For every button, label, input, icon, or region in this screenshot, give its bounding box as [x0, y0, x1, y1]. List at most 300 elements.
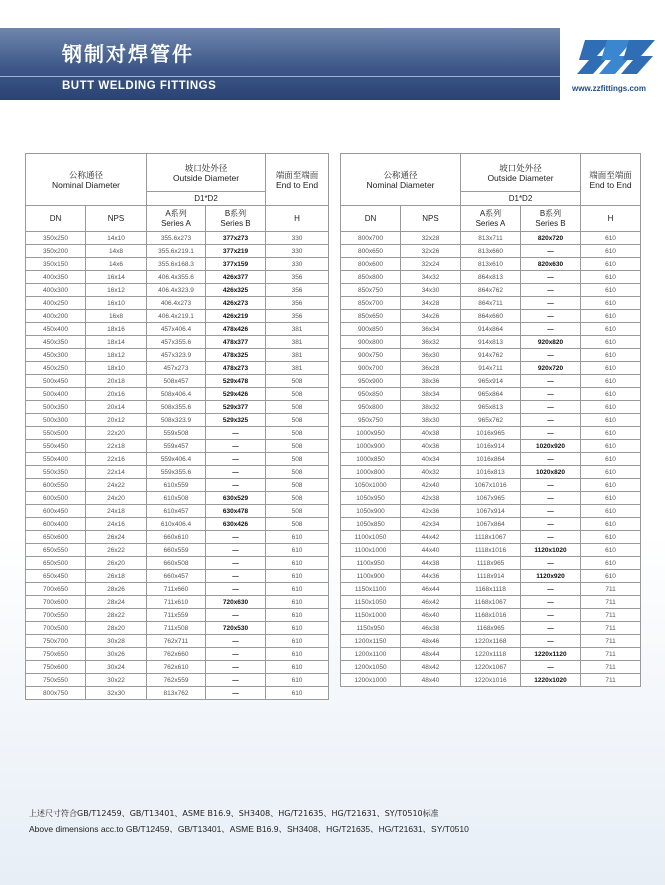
series-b-cell: — [521, 349, 581, 362]
series-a-cell: 1118x965 [461, 557, 521, 570]
series-b-cell: — [206, 466, 266, 479]
series-b-cell: — [206, 583, 266, 596]
h-cell: 610 [581, 544, 641, 557]
nps-cell: 18x14 [86, 336, 147, 349]
series-a-cell: 864x762 [461, 284, 521, 297]
table-row [26, 674, 329, 687]
series-b-cell: — [206, 544, 266, 557]
dn-cell: 1000x950 [341, 427, 401, 440]
series-a-cell: 1220x1168 [461, 635, 521, 648]
table-row [341, 349, 641, 362]
series-b-cell: 478x377 [206, 336, 266, 349]
table-row [26, 284, 329, 297]
series-a-cell: 559x355.6 [147, 466, 206, 479]
dn-cell: 950x900 [341, 375, 401, 388]
series-a-header: A系列 Series A [461, 206, 521, 232]
h-cell: 508 [266, 492, 329, 505]
nps-cell: 34x32 [401, 271, 461, 284]
d1d2-header: D1*D2 [147, 192, 266, 206]
h-cell: 508 [266, 388, 329, 401]
series-b-cell: — [206, 648, 266, 661]
table-row [341, 414, 641, 427]
dn-cell: 500x350 [26, 401, 86, 414]
series-a-cell: 559x457 [147, 440, 206, 453]
series-b-cell: — [206, 570, 266, 583]
series-a-cell: 406.4x219.1 [147, 310, 206, 323]
nps-cell: 38x32 [401, 401, 461, 414]
dn-cell: 1100x900 [341, 570, 401, 583]
nps-cell: 40x38 [401, 427, 461, 440]
nps-header: NPS [401, 206, 461, 232]
d1d2-header: D1*D2 [461, 192, 581, 206]
h-cell: 610 [266, 687, 329, 700]
series-a-cell: 1016x965 [461, 427, 521, 440]
h-cell: 610 [581, 284, 641, 297]
h-cell: 610 [266, 622, 329, 635]
series-a-cell: 965x813 [461, 401, 521, 414]
nominal-diameter-header: 公称通径 Nominal Diameter [26, 154, 147, 206]
table-row [341, 453, 641, 466]
series-a-cell: 660x508 [147, 557, 206, 570]
h-cell: 508 [266, 440, 329, 453]
series-a-cell: 762x610 [147, 661, 206, 674]
series-a-cell: 508x406.4 [147, 388, 206, 401]
series-b-cell: — [521, 414, 581, 427]
h-cell: 610 [266, 583, 329, 596]
h-cell: 610 [581, 492, 641, 505]
dn-cell: 550x350 [26, 466, 86, 479]
nps-cell: 32x30 [86, 687, 147, 700]
table-row [341, 297, 641, 310]
series-b-cell: — [521, 323, 581, 336]
h-header: H [581, 206, 641, 232]
series-a-cell: 1016x864 [461, 453, 521, 466]
dn-cell: 1050x1000 [341, 479, 401, 492]
table-row [26, 570, 329, 583]
series-b-cell: — [521, 388, 581, 401]
series-a-cell: 813x711 [461, 232, 521, 245]
dn-cell: 750x650 [26, 648, 86, 661]
table-row [341, 674, 641, 687]
series-a-cell: 610x559 [147, 479, 206, 492]
series-b-cell: — [521, 401, 581, 414]
nps-cell: 34x28 [401, 297, 461, 310]
table-row [26, 609, 329, 622]
series-a-cell: 762x660 [147, 648, 206, 661]
nps-cell: 32x26 [401, 245, 461, 258]
h-cell: 610 [581, 531, 641, 544]
series-b-cell: 1120x1020 [521, 544, 581, 557]
nps-cell: 40x34 [401, 453, 461, 466]
series-a-cell: 965x864 [461, 388, 521, 401]
logo-url: www.zzfittings.com [572, 84, 646, 93]
table-row [341, 596, 641, 609]
table-row [341, 479, 641, 492]
h-cell: 610 [266, 531, 329, 544]
series-b-cell: — [206, 440, 266, 453]
h-cell: 610 [581, 362, 641, 375]
dn-cell: 1100x1000 [341, 544, 401, 557]
nps-cell: 30x24 [86, 661, 147, 674]
h-cell: 610 [581, 427, 641, 440]
h-cell: 610 [581, 258, 641, 271]
nps-cell: 42x36 [401, 505, 461, 518]
nps-cell: 24x20 [86, 492, 147, 505]
series-b-cell: 478x325 [206, 349, 266, 362]
nps-cell: 44x36 [401, 570, 461, 583]
series-b-cell: 529x377 [206, 401, 266, 414]
dn-cell: 700x550 [26, 609, 86, 622]
series-a-cell: 559x406.4 [147, 453, 206, 466]
nps-cell: 44x38 [401, 557, 461, 570]
table-row [26, 479, 329, 492]
series-a-cell: 1118x914 [461, 570, 521, 583]
h-cell: 508 [266, 505, 329, 518]
h-cell: 610 [581, 440, 641, 453]
nps-cell: 46x44 [401, 583, 461, 596]
h-cell: 330 [266, 258, 329, 271]
h-cell: 711 [581, 635, 641, 648]
table-row [341, 362, 641, 375]
outside-diameter-header: 坡口处外径 Outside Diameter [147, 154, 266, 192]
series-a-cell: 1067x1016 [461, 479, 521, 492]
series-b-cell: — [521, 596, 581, 609]
nps-cell: 36x32 [401, 336, 461, 349]
dn-cell: 800x600 [341, 258, 401, 271]
table-row [26, 440, 329, 453]
series-a-cell: 864x813 [461, 271, 521, 284]
series-b-cell: 630x426 [206, 518, 266, 531]
series-a-cell: 457x323.9 [147, 349, 206, 362]
series-a-cell: 406.4x273 [147, 297, 206, 310]
dn-cell: 1000x800 [341, 466, 401, 479]
nps-cell: 28x22 [86, 609, 147, 622]
h-cell: 610 [581, 297, 641, 310]
table-row [26, 492, 329, 505]
series-a-cell: 1067x914 [461, 505, 521, 518]
dn-cell: 350x200 [26, 245, 86, 258]
dn-cell: 1150x1050 [341, 596, 401, 609]
dn-cell: 800x650 [341, 245, 401, 258]
series-b-cell: 478x426 [206, 323, 266, 336]
table-row [341, 440, 641, 453]
nps-cell: 40x32 [401, 466, 461, 479]
series-b-cell: — [521, 518, 581, 531]
table-row [26, 635, 329, 648]
h-cell: 610 [581, 349, 641, 362]
series-a-cell: 864x711 [461, 297, 521, 310]
table-row [341, 635, 641, 648]
page-title-cn: 钢制对焊管件 [62, 42, 194, 66]
standards-note-en: Above dimensions acc.to GB/T12459、GB/T13401、ASME B16.9、SH3408、HG/T21635、HG/T21631、SY/T0510 [29, 824, 469, 834]
dn-cell: 350x150 [26, 258, 86, 271]
series-a-cell: 762x711 [147, 635, 206, 648]
series-b-cell: — [206, 557, 266, 570]
nps-cell: 48x46 [401, 635, 461, 648]
h-cell: 610 [581, 570, 641, 583]
series-a-cell: 813x660 [461, 245, 521, 258]
dn-cell: 650x500 [26, 557, 86, 570]
series-b-cell: — [521, 271, 581, 284]
table-row [26, 297, 329, 310]
h-cell: 610 [581, 323, 641, 336]
nps-cell: 48x44 [401, 648, 461, 661]
series-b-cell: — [521, 427, 581, 440]
nps-cell: 30x28 [86, 635, 147, 648]
nps-cell: 38x30 [401, 414, 461, 427]
dn-cell: 500x300 [26, 414, 86, 427]
nps-cell: 22x18 [86, 440, 147, 453]
left-table-body [26, 232, 329, 700]
h-cell: 610 [581, 505, 641, 518]
table-row [341, 466, 641, 479]
table-row [341, 245, 641, 258]
h-cell: 711 [581, 596, 641, 609]
dn-cell: 450x400 [26, 323, 86, 336]
table-row [341, 557, 641, 570]
table-row [26, 271, 329, 284]
table-row [341, 583, 641, 596]
nps-cell: 26x24 [86, 531, 147, 544]
series-a-cell: 711x660 [147, 583, 206, 596]
series-a-cell: 965x914 [461, 375, 521, 388]
series-b-cell: — [521, 557, 581, 570]
table-row [341, 427, 641, 440]
dn-cell: 1000x900 [341, 440, 401, 453]
series-b-cell: 529x325 [206, 414, 266, 427]
series-b-cell: 820x720 [521, 232, 581, 245]
series-b-cell: 426x377 [206, 271, 266, 284]
series-a-cell: 1067x864 [461, 518, 521, 531]
nps-cell: 42x40 [401, 479, 461, 492]
table-row [26, 336, 329, 349]
table-row [341, 622, 641, 635]
nps-cell: 36x34 [401, 323, 461, 336]
table-row [26, 648, 329, 661]
series-a-cell: 914x711 [461, 362, 521, 375]
nps-cell: 18x10 [86, 362, 147, 375]
table-row [341, 271, 641, 284]
h-cell: 508 [266, 479, 329, 492]
series-a-cell: 457x273 [147, 362, 206, 375]
series-a-cell: 864x660 [461, 310, 521, 323]
table-row [26, 544, 329, 557]
series-b-cell: 529x478 [206, 375, 266, 388]
nps-cell: 32x28 [401, 232, 461, 245]
series-b-cell: 1220x1020 [521, 674, 581, 687]
series-a-cell: 762x559 [147, 674, 206, 687]
h-cell: 508 [266, 518, 329, 531]
dn-cell: 500x450 [26, 375, 86, 388]
nps-cell: 22x16 [86, 453, 147, 466]
nps-cell: 14x8 [86, 245, 147, 258]
h-cell: 356 [266, 297, 329, 310]
h-cell: 381 [266, 323, 329, 336]
h-cell: 711 [581, 661, 641, 674]
nps-cell: 20x18 [86, 375, 147, 388]
table-row [341, 375, 641, 388]
dn-cell: 900x800 [341, 336, 401, 349]
series-b-cell: 478x273 [206, 362, 266, 375]
nps-cell: 44x40 [401, 544, 461, 557]
nps-cell: 40x36 [401, 440, 461, 453]
table-row [26, 557, 329, 570]
series-b-cell: 720x630 [206, 596, 266, 609]
table-row [341, 505, 641, 518]
series-a-cell: 813x762 [147, 687, 206, 700]
end-to-end-header: 端面至端面 End to End [266, 154, 329, 206]
series-a-cell: 1016x914 [461, 440, 521, 453]
dn-cell: 1150x950 [341, 622, 401, 635]
dn-cell: 450x300 [26, 349, 86, 362]
series-b-cell: 1020x920 [521, 440, 581, 453]
series-b-cell: 920x820 [521, 336, 581, 349]
nps-cell: 22x20 [86, 427, 147, 440]
dn-cell: 950x750 [341, 414, 401, 427]
series-a-cell: 660x457 [147, 570, 206, 583]
outside-diameter-header: 坡口处外径 Outside Diameter [461, 154, 581, 192]
dn-cell: 600x400 [26, 518, 86, 531]
h-cell: 508 [266, 427, 329, 440]
h-cell: 610 [266, 635, 329, 648]
nps-cell: 36x28 [401, 362, 461, 375]
h-cell: 610 [581, 414, 641, 427]
dn-cell: 1000x850 [341, 453, 401, 466]
dn-cell: 1050x850 [341, 518, 401, 531]
table-row [26, 258, 329, 271]
table-row [341, 258, 641, 271]
series-b-cell: — [206, 531, 266, 544]
dn-cell: 600x500 [26, 492, 86, 505]
h-cell: 381 [266, 362, 329, 375]
dn-cell: 1100x950 [341, 557, 401, 570]
dn-cell: 600x550 [26, 479, 86, 492]
dn-cell: 550x450 [26, 440, 86, 453]
dn-cell: 850x800 [341, 271, 401, 284]
table-row [26, 414, 329, 427]
page-title-en: BUTT WELDING FITTINGS [62, 80, 217, 92]
series-a-cell: 1168x1016 [461, 609, 521, 622]
series-a-cell: 406.4x355.6 [147, 271, 206, 284]
series-b-cell: 720x530 [206, 622, 266, 635]
series-b-cell: — [521, 583, 581, 596]
table-row [26, 232, 329, 245]
nps-cell: 48x42 [401, 661, 461, 674]
series-a-cell: 1168x1118 [461, 583, 521, 596]
h-cell: 381 [266, 349, 329, 362]
nps-cell: 18x12 [86, 349, 147, 362]
series-b-cell: 377x273 [206, 232, 266, 245]
h-header: H [266, 206, 329, 232]
h-cell: 356 [266, 271, 329, 284]
table-row [26, 596, 329, 609]
table-row [26, 427, 329, 440]
series-b-cell: — [521, 284, 581, 297]
nps-cell: 26x18 [86, 570, 147, 583]
dn-cell: 700x600 [26, 596, 86, 609]
series-b-cell: — [521, 297, 581, 310]
series-a-cell: 1220x1016 [461, 674, 521, 687]
standards-note-cn: 上述尺寸符合GB/T12459、GB/T13401、ASME B16.9、SH3408、HG/T21635、HG/T21631、SY/T0510标准 [29, 809, 439, 818]
dn-cell: 400x350 [26, 271, 86, 284]
nps-cell: 34x26 [401, 310, 461, 323]
banner-divider [0, 76, 560, 77]
series-a-cell: 508x355.6 [147, 401, 206, 414]
series-b-cell: — [521, 635, 581, 648]
series-b-cell: — [206, 687, 266, 700]
nps-cell: 24x16 [86, 518, 147, 531]
series-a-cell: 1168x965 [461, 622, 521, 635]
table-row [26, 245, 329, 258]
nominal-diameter-header: 公称通径 Nominal Diameter [341, 154, 461, 206]
dn-cell: 1200x1100 [341, 648, 401, 661]
table-row [341, 310, 641, 323]
series-b-cell: 630x478 [206, 505, 266, 518]
series-a-cell: 355.6x168.3 [147, 258, 206, 271]
series-b-cell: — [206, 427, 266, 440]
series-a-cell: 610x406.4 [147, 518, 206, 531]
series-b-cell: — [521, 375, 581, 388]
h-cell: 610 [581, 375, 641, 388]
nps-cell: 28x24 [86, 596, 147, 609]
series-a-cell: 1220x1067 [461, 661, 521, 674]
h-cell: 610 [266, 596, 329, 609]
series-a-cell: 660x559 [147, 544, 206, 557]
nps-cell: 20x16 [86, 388, 147, 401]
series-a-cell: 1067x965 [461, 492, 521, 505]
h-cell: 610 [581, 453, 641, 466]
dn-cell: 650x450 [26, 570, 86, 583]
dn-cell: 550x500 [26, 427, 86, 440]
series-b-cell: — [521, 622, 581, 635]
h-cell: 610 [581, 388, 641, 401]
h-cell: 711 [581, 648, 641, 661]
nps-cell: 46x42 [401, 596, 461, 609]
nps-cell: 38x34 [401, 388, 461, 401]
h-cell: 610 [581, 271, 641, 284]
table-row [341, 336, 641, 349]
series-b-cell: — [206, 479, 266, 492]
series-a-cell: 1220x1118 [461, 648, 521, 661]
dn-cell: 800x700 [341, 232, 401, 245]
nps-cell: 20x14 [86, 401, 147, 414]
h-cell: 508 [266, 466, 329, 479]
h-cell: 610 [581, 401, 641, 414]
left-dimension-table [25, 153, 329, 700]
h-cell: 610 [581, 245, 641, 258]
table-row [26, 661, 329, 674]
series-b-cell: — [521, 310, 581, 323]
nps-cell: 16x14 [86, 271, 147, 284]
series-a-cell: 1118x1067 [461, 531, 521, 544]
series-b-cell: — [521, 661, 581, 674]
dn-cell: 1200x1050 [341, 661, 401, 674]
nps-cell: 24x22 [86, 479, 147, 492]
series-a-cell: 610x508 [147, 492, 206, 505]
series-a-cell: 559x508 [147, 427, 206, 440]
h-cell: 610 [266, 648, 329, 661]
dn-cell: 950x800 [341, 401, 401, 414]
series-a-cell: 660x610 [147, 531, 206, 544]
h-cell: 711 [581, 674, 641, 687]
h-cell: 610 [581, 336, 641, 349]
h-cell: 610 [266, 661, 329, 674]
dn-cell: 1050x900 [341, 505, 401, 518]
table-row [26, 401, 329, 414]
series-b-cell: 426x325 [206, 284, 266, 297]
nps-cell: 28x20 [86, 622, 147, 635]
table-row [26, 622, 329, 635]
